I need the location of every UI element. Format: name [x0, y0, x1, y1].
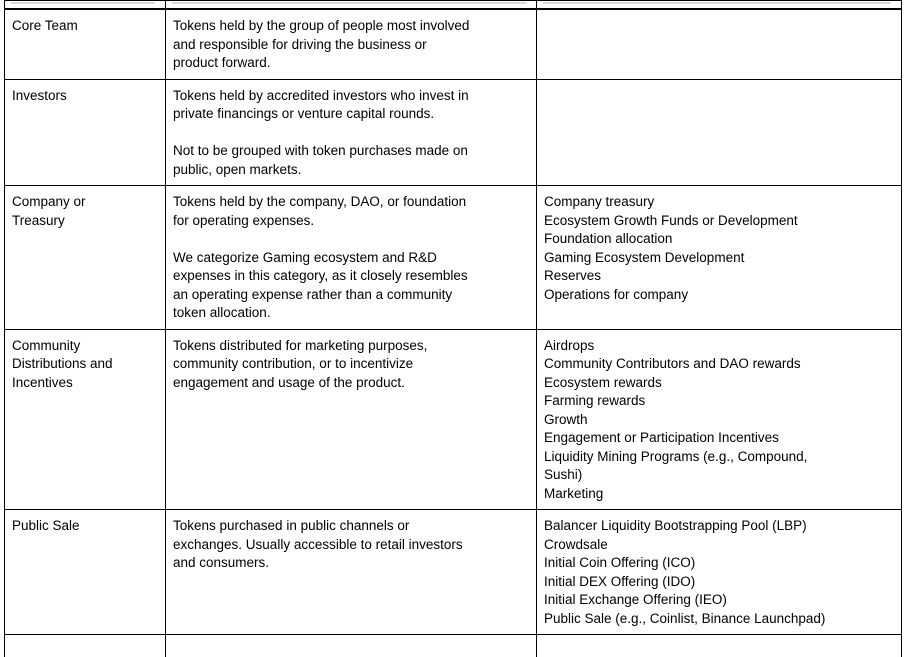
table-row — [5, 9, 902, 79]
token-allocation-table — [4, 0, 902, 657]
definition-text: exchanges. Usually accessible to retail investors — [173, 536, 463, 552]
definition-text: Tokens distributed for marketing purposes, — [173, 337, 428, 353]
example-text: Airdrops — [544, 337, 595, 353]
examples-cell — [537, 9, 902, 79]
definition-text: Not to be grouped with token purchases made on — [173, 143, 468, 158]
definition-text: engagement and usage of the product. — [173, 374, 405, 390]
definition-paragraph — [173, 337, 530, 393]
example-text: Marketing — [544, 485, 604, 501]
definition-text: Tokens purchased in public channels or — [173, 518, 410, 533]
category-cell — [5, 79, 166, 186]
header-cell-category-cutoff — [5, 1, 166, 10]
examples-cell — [537, 329, 902, 510]
cutoff-text-hint — [11, 2, 155, 4]
category-text: Incentives — [12, 374, 73, 390]
definition-text: public, open markets. — [173, 161, 302, 177]
definition-text: community contribution, or to incentivize — [173, 356, 414, 371]
table-row — [5, 510, 902, 635]
example-text: Engagement or Participation Incentives — [544, 430, 779, 445]
table-row — [5, 186, 902, 330]
definition-paragraph — [173, 87, 530, 124]
example-text: Public Sale (e.g., Coinlist, Binance Launchpad) — [544, 610, 826, 626]
definition-text: private financings or venture capital rounds. — [173, 106, 435, 121]
example-text: Gaming Ecosystem Development — [544, 249, 745, 265]
example-text: Initial Exchange Offering (IEO) — [544, 592, 727, 607]
example-text: Initial Coin Offering (ICO) — [544, 555, 696, 570]
cutoff-text-hint — [172, 2, 526, 4]
category-cell — [5, 186, 166, 330]
partial-examples-cell — [537, 635, 902, 657]
definition-paragraph — [173, 193, 530, 230]
definition-cell — [166, 79, 537, 186]
table-row — [5, 79, 902, 186]
definition-text: Tokens held by accredited investors who invest in — [173, 87, 469, 103]
examples-cell — [537, 79, 902, 186]
example-text: Farming rewards — [544, 393, 646, 408]
examples-cell — [537, 186, 902, 330]
definition-text: token allocation. — [173, 305, 271, 320]
example-text: Ecosystem rewards — [544, 374, 662, 390]
header-cell-definition-cutoff — [166, 1, 537, 10]
table-header-row-cutoff — [5, 1, 902, 10]
example-text: Initial DEX Offering (IDO) — [544, 573, 696, 589]
definition-text: Tokens held by the company, DAO, or foundation — [173, 194, 467, 209]
category-text: Distributions and — [12, 356, 113, 371]
definition-paragraph — [173, 249, 530, 323]
category-text: Investors — [12, 87, 67, 103]
definition-text: product forward. — [173, 55, 271, 70]
example-text: Foundation allocation — [544, 231, 673, 246]
example-text: Liquidity Mining Programs (e.g., Compound, — [544, 448, 808, 464]
category-text: Community — [12, 337, 81, 353]
example-text: Crowdsale — [544, 536, 608, 552]
category-text: Company or — [12, 194, 86, 209]
definition-text: expenses in this category, as it closely resembles — [173, 268, 468, 283]
example-text: Ecosystem Growth Funds or Development — [544, 212, 798, 228]
category-text: Treasury — [12, 212, 65, 228]
definition-paragraph — [173, 17, 530, 73]
category-text: Public Sale — [12, 518, 80, 533]
category-cell — [5, 9, 166, 79]
definition-cell — [166, 186, 537, 330]
table-row — [5, 329, 902, 510]
category-cell — [5, 329, 166, 510]
table-partial-row-cutoff — [5, 635, 902, 657]
category-cell — [5, 510, 166, 635]
definition-cell — [166, 510, 537, 635]
example-text: Reserves — [544, 268, 602, 283]
cutoff-text-hint — [543, 2, 891, 4]
definition-text: for operating expenses. — [173, 212, 315, 228]
example-text: Operations for company — [544, 286, 689, 302]
definition-cell — [166, 9, 537, 79]
definition-text: and responsible for driving the business or — [173, 36, 427, 52]
definition-text: We categorize Gaming ecosystem and R&D — [173, 249, 437, 265]
definition-text: and consumers. — [173, 555, 270, 570]
category-text: Core Team — [12, 18, 78, 33]
definition-paragraph — [173, 142, 530, 179]
partial-definition-cell — [166, 635, 537, 657]
examples-cell — [537, 510, 902, 635]
example-text: Growth — [544, 411, 588, 427]
definition-cell — [166, 329, 537, 510]
definition-text: Tokens held by the group of people most involved — [173, 18, 470, 33]
example-text: Balancer Liquidity Bootstrapping Pool (LBP) — [544, 518, 807, 533]
partial-category-cell — [5, 635, 166, 657]
header-cell-examples-cutoff — [537, 1, 902, 10]
example-text: Company treasury — [544, 194, 655, 209]
definition-text: an operating expense rather than a community — [173, 286, 453, 302]
example-text: Community Contributors and DAO rewards — [544, 356, 801, 371]
example-text: Sushi) — [544, 467, 583, 482]
definition-paragraph — [173, 517, 530, 573]
